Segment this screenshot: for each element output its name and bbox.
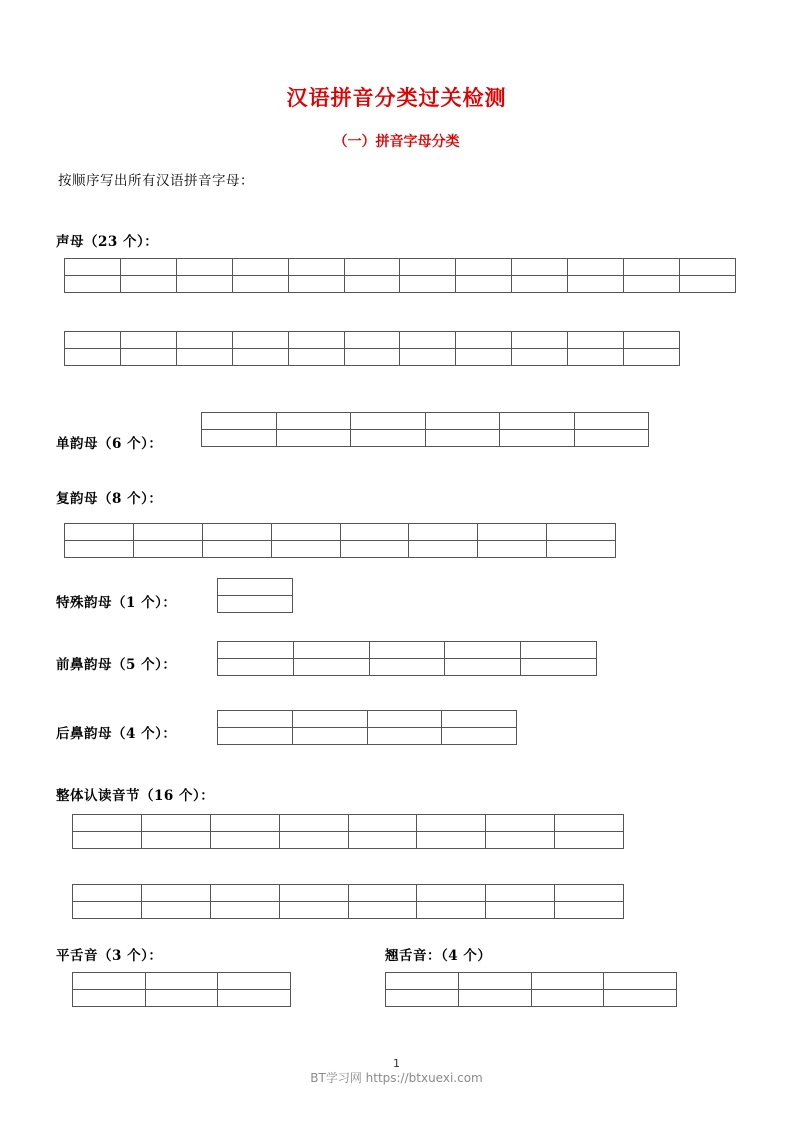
grid-qiaosheyin[interactable] <box>385 972 677 1007</box>
grid-fuyunmu[interactable] <box>64 523 616 558</box>
answer-grid[interactable] <box>217 641 597 676</box>
footer-watermark: BT学习网 https://btxuexi.com <box>310 1071 483 1085</box>
grid-zhengtirendu-1[interactable] <box>72 814 624 849</box>
answer-grid[interactable] <box>217 710 517 745</box>
instruction-text: 按顺序写出所有汉语拼音字母： <box>58 173 254 189</box>
label-zhengtirendu: 整体认读音节（16 个）： <box>56 788 215 804</box>
label-fuyunmu: 复韵母（8 个）： <box>56 491 163 507</box>
grid-qianbiyunmu[interactable] <box>217 641 597 676</box>
label-houbiyunmu: 后鼻韵母（4 个）： <box>56 726 177 742</box>
label-shengmu: 声母（23 个）： <box>56 234 159 250</box>
label-qiaosheyin: 翘舌音：（4 个） <box>385 948 492 964</box>
answer-grid[interactable] <box>72 884 624 919</box>
page-number: 1 <box>393 1057 400 1070</box>
answer-grid[interactable] <box>217 578 293 613</box>
answer-grid[interactable] <box>201 412 649 447</box>
label-teshuyunmu: 特殊韵母（1 个）： <box>56 595 177 611</box>
answer-grid[interactable] <box>72 972 291 1007</box>
answer-grid[interactable] <box>64 258 736 293</box>
page-title: 汉语拼音分类过关检测 <box>286 86 507 110</box>
label-qianbiyunmu: 前鼻韵母（5 个）： <box>56 657 177 673</box>
grid-houbiyunmu[interactable] <box>217 710 517 745</box>
grid-teshuyunmu[interactable] <box>217 578 293 613</box>
answer-grid[interactable] <box>64 523 616 558</box>
answer-grid[interactable] <box>64 331 680 366</box>
label-danyunmu: 单韵母（6 个）： <box>56 436 163 452</box>
grid-shengmu-1[interactable] <box>64 258 736 293</box>
section-subtitle: （一）拼音字母分类 <box>333 134 460 150</box>
grid-shengmu-2[interactable] <box>64 331 680 366</box>
grid-pingsheyin[interactable] <box>72 972 291 1007</box>
grid-zhengtirendu-2[interactable] <box>72 884 624 919</box>
grid-danyunmu[interactable] <box>201 412 649 447</box>
answer-grid[interactable] <box>385 972 677 1007</box>
label-pingsheyin: 平舌音（3 个）： <box>56 948 163 964</box>
answer-grid[interactable] <box>72 814 624 849</box>
